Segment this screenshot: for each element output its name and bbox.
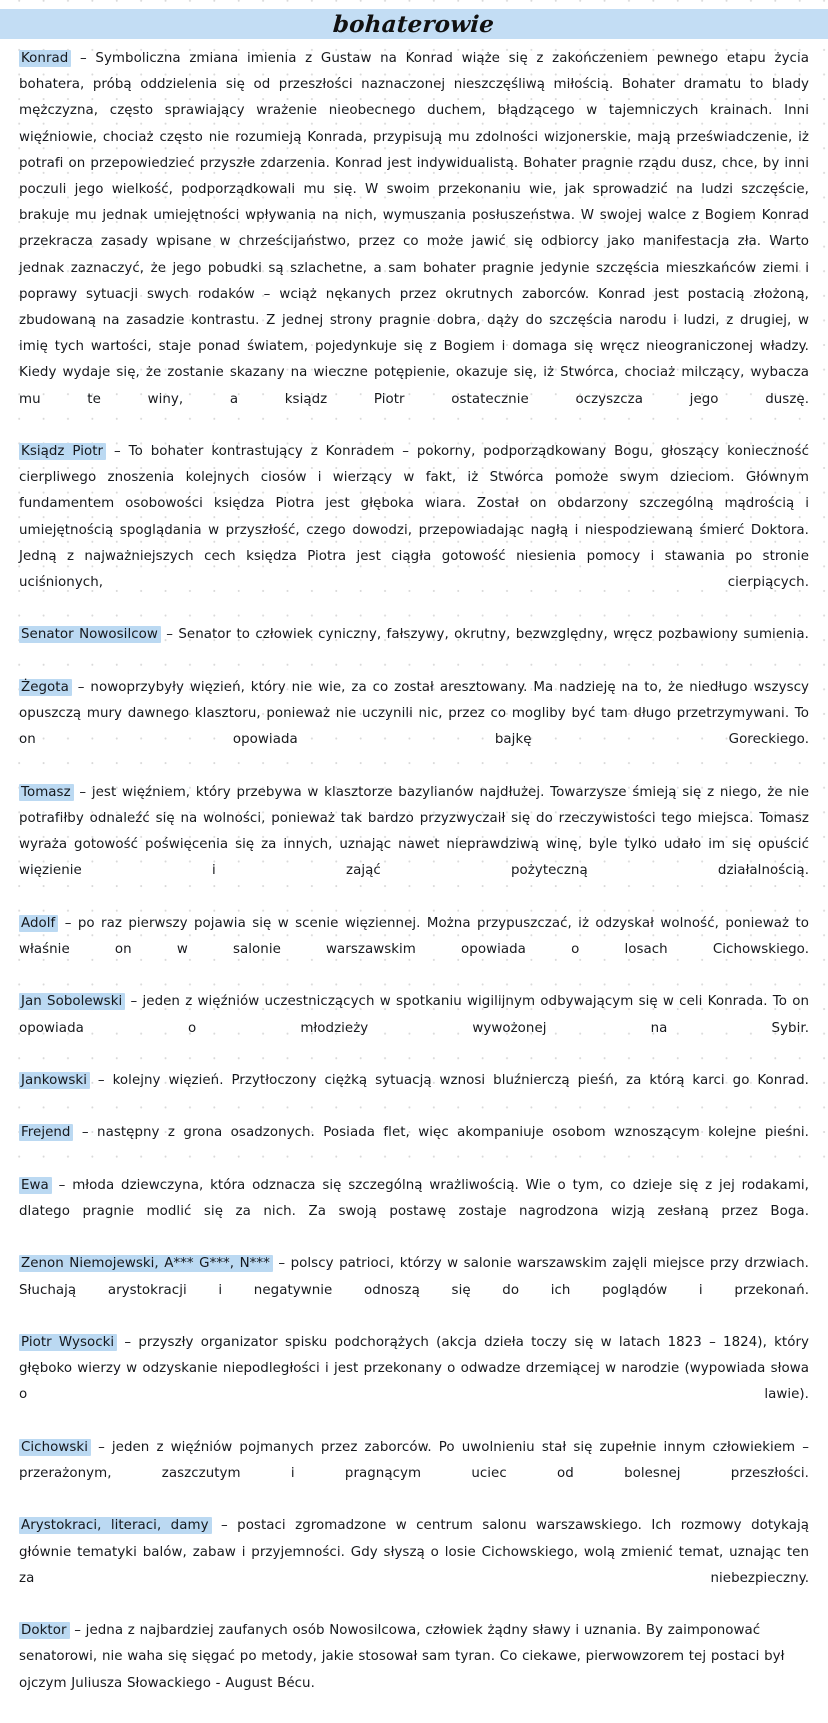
character-entry (19, 1173, 809, 1252)
character-description: – kolejny więzień. Przytłoczony ciężką sytuacją wznosi bluźnierczą pieśń, za którą karci go Konrad. (89, 1072, 809, 1088)
entries-list (19, 46, 809, 1723)
character-entry (19, 675, 809, 780)
character-entry (19, 911, 809, 990)
character-description: – jeden z więźniów pojmanych przez zaborców. Po uwolnieniu stał się zupełnie innym człowiekiem – przerażonym, zaszczutym i pragnącym uciec od bolesnej przeszłości. (19, 1439, 809, 1481)
character-name: Żegota (19, 679, 72, 696)
character-description: – jeden z więźniów uczestniczących w spotkaniu wigilijnym odbywającym się w celi Konrada. To on opowiada o młodzieży wywożonej na Sybir. (19, 994, 809, 1036)
character-entry (19, 1330, 809, 1435)
character-entry (19, 1435, 809, 1514)
character-description: – nowoprzybyły więzień, który nie wie, za co został aresztowany. Ma nadzieję na to, że niedługo wszyscy opuszczą mury dawnego klasztoru, ponieważ nie uczynili nic, przez co mogliby być tam długo przetrzymywani. To on opowiada bajkę Goreckiego. (19, 679, 809, 748)
character-entry (19, 46, 809, 439)
character-description: – przyszły organizator spisku podchorążych (akcja dzieła toczy się w latach 1823 – 1824), który głęboko wierzy w odzyskanie niepodległości i jest przekonany o odwadze drzemiącej w narodzie (wypowiada słowa o lawie). (19, 1334, 809, 1403)
character-name: Ewa (19, 1177, 52, 1194)
character-description: – jest więźniem, który przebywa w klasztorze bazylianów najdłużej. Towarzysze śmieją się z niego, że nie potrafiłby odnaleźć się na wolności, ponieważ tak bardzo przyzwyczaił się do rzeczywistości tego miejsca. Tomasz wyraża gotowość poświęcenia się za innych, uznając nawet nieprawdziwą winę, byle tylko udało im się opuścić więzienie i zająć pożyteczną działalnością. (19, 784, 809, 879)
page-header-band (0, 9, 828, 39)
character-description: – jedna z najbardziej zaufanych osób Nowosilcowa, człowiek żądny sławy i uznania. By zaimponować senatorowi, nie waha się sięgać po metody, jakie stosował sam tyran. Co ciekawe, pierwowzorem tej postaci był ojczym Juliusza Słowackiego - August Bécu. (19, 1623, 785, 1691)
character-entry (19, 1513, 809, 1618)
character-entry (19, 989, 809, 1068)
character-name: Zenon Niemojewski, A*** G***, N*** (19, 1255, 273, 1272)
character-name: Tomasz (19, 784, 74, 801)
character-entry (19, 1251, 809, 1330)
character-description: – postaci zgromadzone w centrum salonu warszawskiego. Ich rozmowy dotykają głównie tematyki balów, zabaw i przyjemności. Gdy słyszą o losie Cichowskiego, wolą zmienić temat, uznając ten za niebezpieczny. (19, 1518, 809, 1586)
character-entry (19, 1120, 809, 1172)
character-description: – Symboliczna zmiana imienia z Gustaw na Konrad wiąże się z zakończeniem pewnego etapu życia bohatera, próbą oddzielenia się od przeszłości naznaczonej nieszczęśliwą miłością. Bohater dramatu to blady mężczyzna, często sprawiający wrażenie nieobecnego duchem, błądzącego w tajemniczych krainach. Inni więźniowie, chociaż często nie rozumieją Konrada, przypisują mu zdolności wizjonerskie, mają przeświadczenie, iż potrafi on przepowiedzieć przyszłe zdarzenia. Konrad jest indywidualistą. Bohater pragnie rządu dusz, chce, by inni poczuli jego wielkość, podporządkowali mu się. W swoim przekonaniu wie, jak sprowadzić na ludzi szczęście, brakuje mu jednak umiejętności wpływania na nich, wymuszania posłuszeństwa. W swojej walce z Bogiem Konrad przekracza zasady wpisane w chrześcijaństwo, przez co może jawić się odbiorcy jako manifestacja zła. Warto jednak zaznaczyć, że jego pobudki są szlachetne, a sam bohater pragnie jedynie szczęścia mieszkańców ziemi i poprawy sytuacji swych rodaków – wciąż nękanych przez okrutnych zaborców. Konrad jest postacią złożoną, zbudowaną na zasadzie kontrastu. Z jednej strony pragnie dobra, dąży do szczęścia narodu i ludzi, z drugiej, w imię tych wartości, staje ponad światem, pojedynkuje się z Bogiem i domaga się wręcz nieograniczonej władzy. Kiedy wydaje się, że zostanie skazany na wieczne potępienie, okazuje się, iż Stwórca, chociaż milczący, wybacza mu te winy, a ksiądz Piotr ostatecznie oczyszcza jego duszę. (19, 51, 809, 407)
character-description: – młoda dziewczyna, która odznacza się szczególną wrażliwością. Wie o tym, co dzieje się z jej rodakami, dlatego pragnie modlić się za nich. Za swoją postawę zostaje nagrodzona wizją zesłaną przez Boga. (19, 1177, 809, 1219)
character-name: Konrad (19, 50, 71, 67)
character-entry (19, 780, 809, 911)
page-title: bohaterowie (332, 10, 496, 38)
character-name: Senator Nowosilcow (19, 626, 161, 643)
character-description: – Senator to człowiek cyniczny, fałszywy, okrutny, bezwzględny, wręcz pozbawiony sumienia. (160, 627, 809, 643)
character-name: Jankowski (19, 1072, 90, 1089)
character-name: Cichowski (19, 1439, 91, 1456)
character-name: Piotr Wysocki (19, 1334, 117, 1351)
character-name: Doktor (19, 1622, 70, 1639)
character-description: – po raz pierwszy pojawia się w scenie więziennej. Można przypuszczać, iż odzyskał wolność, ponieważ to właśnie on w salonie warszawskim opowiada o losach Cichowskiego. (19, 915, 809, 957)
character-entry (19, 1618, 809, 1723)
character-name: Adolf (19, 915, 58, 932)
character-name: Ksiądz Piotr (19, 443, 106, 460)
character-description: – następny z grona osadzonych. Posiada flet, więc akompaniuje osobom wznoszącym kolejne pieśni. (73, 1125, 809, 1141)
character-description: – To bohater kontrastujący z Konradem – pokorny, podporządkowany Bogu, głoszący konieczność cierpliwego znoszenia kolejnych ciosów i wierzący w fakt, iż Stwórca pomoże swym dzieciom. Głównym fundamentem osobowości księdza Piotra jest głęboka wiara. Został on obdarzony szczególną mądrością i umiejętnością spoglądania w przyszłość, czego dowodzi, przepowiadając nagłą i niespodziewaną śmierć Doktora. Jedną z najważniejszych cech księdza Piotra jest ciągła gotowość niesienia pomocy i stawania po stronie uciśnionych, cierpiących. (19, 444, 809, 591)
character-entry (19, 622, 809, 674)
character-name: Arystokraci, literaci, damy (19, 1517, 212, 1534)
character-name: Jan Sobolewski (19, 993, 125, 1010)
character-entry (19, 1068, 809, 1120)
character-entry (19, 439, 809, 622)
character-name: Frejend (19, 1124, 73, 1141)
character-description: – polscy patrioci, którzy w salonie warszawskim zajęli miejsce przy drzwiach. Słuchają arystokracji i negatywnie odnoszą się do ich poglądów i przekonań. (19, 1256, 809, 1298)
